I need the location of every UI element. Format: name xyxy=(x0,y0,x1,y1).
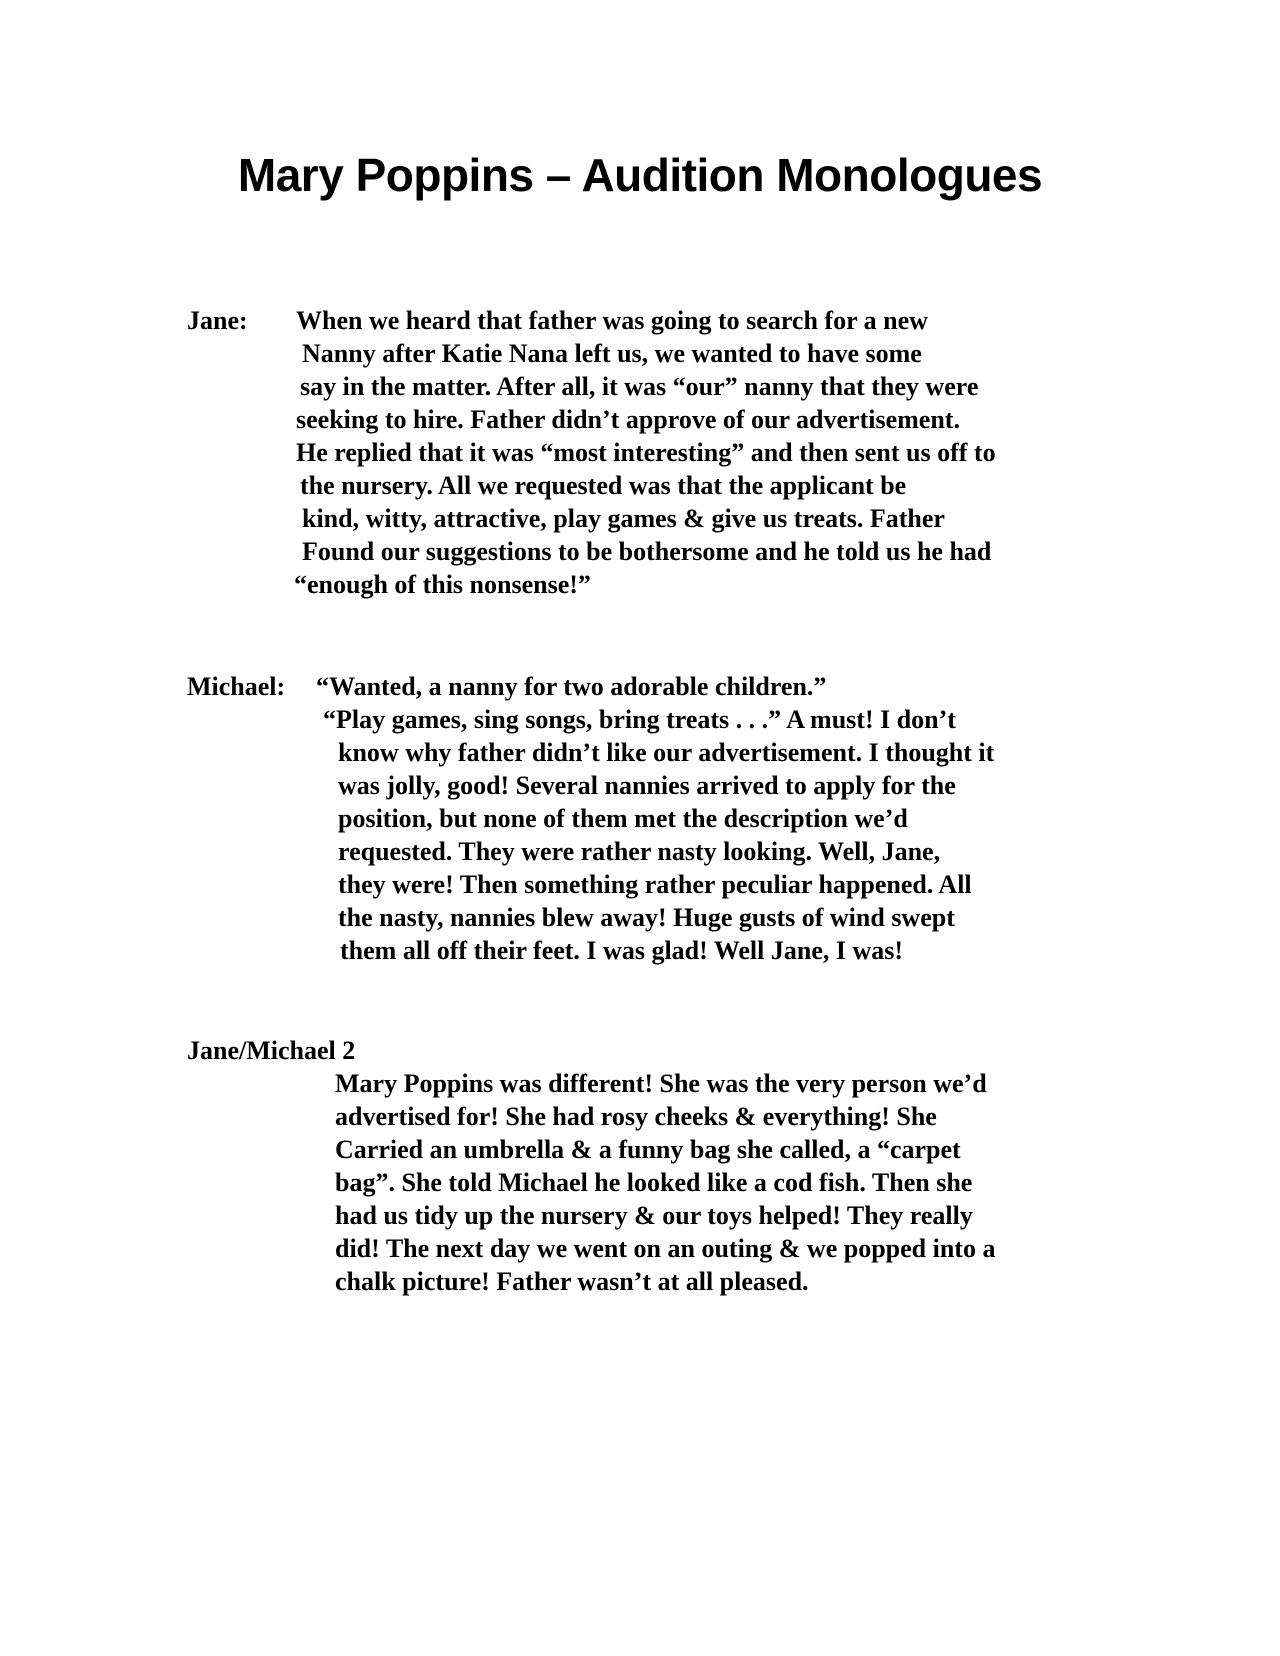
monologue-line: bag”. She told Michael he looked like a cod fish. Then she xyxy=(335,1168,973,1197)
monologue-line: position, but none of them met the description we’d xyxy=(338,804,908,833)
speaker-label: Michael: xyxy=(187,672,286,701)
monologue-line: Found our suggestions to be bothersome and he told us he had xyxy=(302,537,992,566)
monologue-line: know why father didn’t like our advertisement. I thought it xyxy=(338,738,995,767)
page-title: Mary Poppins – Audition Monologues xyxy=(237,149,1043,201)
monologue-line: say in the matter. After all, it was “our” nanny that they were xyxy=(300,372,979,401)
monologue-line: requested. They were rather nasty looking. Well, Jane, xyxy=(338,837,941,866)
monologue-line: was jolly, good! Several nannies arrived to apply for the xyxy=(338,771,956,800)
monologue-line: “Wanted, a nanny for two adorable children.” xyxy=(316,672,827,701)
monologue-line: When we heard that father was going to search for a new xyxy=(296,306,928,335)
monologue-line: Nanny after Katie Nana left us, we wanted to have some xyxy=(302,339,922,368)
monologue-line: He replied that it was “most interesting” and then sent us off to xyxy=(296,438,996,467)
monologue-line: the nursery. All we requested was that the applicant be xyxy=(300,471,907,500)
speaker-label: Jane: xyxy=(187,306,248,335)
monologue-line: “Play games, sing songs, bring treats . . .” A must! I don’t xyxy=(323,705,956,734)
monologue-line: had us tidy up the nursery & our toys helped! They really xyxy=(335,1201,973,1230)
speaker-label: Jane/Michael 2 xyxy=(187,1036,356,1065)
monologue-line: kind, witty, attractive, play games & give us treats. Father xyxy=(302,504,945,533)
monologue-line: them all off their feet. I was glad! Well Jane, I was! xyxy=(340,936,904,965)
monologue-line: did! The next day we went on an outing & we popped into a xyxy=(335,1234,996,1263)
monologue-line: Carried an umbrella & a funny bag she called, a “carpet xyxy=(335,1135,961,1164)
monologue-line: chalk picture! Father wasn’t at all pleased. xyxy=(335,1267,809,1296)
monologue-line: “enough of this nonsense!” xyxy=(294,570,591,599)
monologue-line: the nasty, nannies blew away! Huge gusts of wind swept xyxy=(338,903,955,932)
monologue-line: advertised for! She had rosy cheeks & everything! She xyxy=(335,1102,937,1131)
monologue-line: Mary Poppins was different! She was the very person we’d xyxy=(335,1069,987,1098)
monologue-line: they were! Then something rather peculiar happened. All xyxy=(338,870,972,899)
monologue-line: seeking to hire. Father didn’t approve of our advertisement. xyxy=(296,405,960,434)
